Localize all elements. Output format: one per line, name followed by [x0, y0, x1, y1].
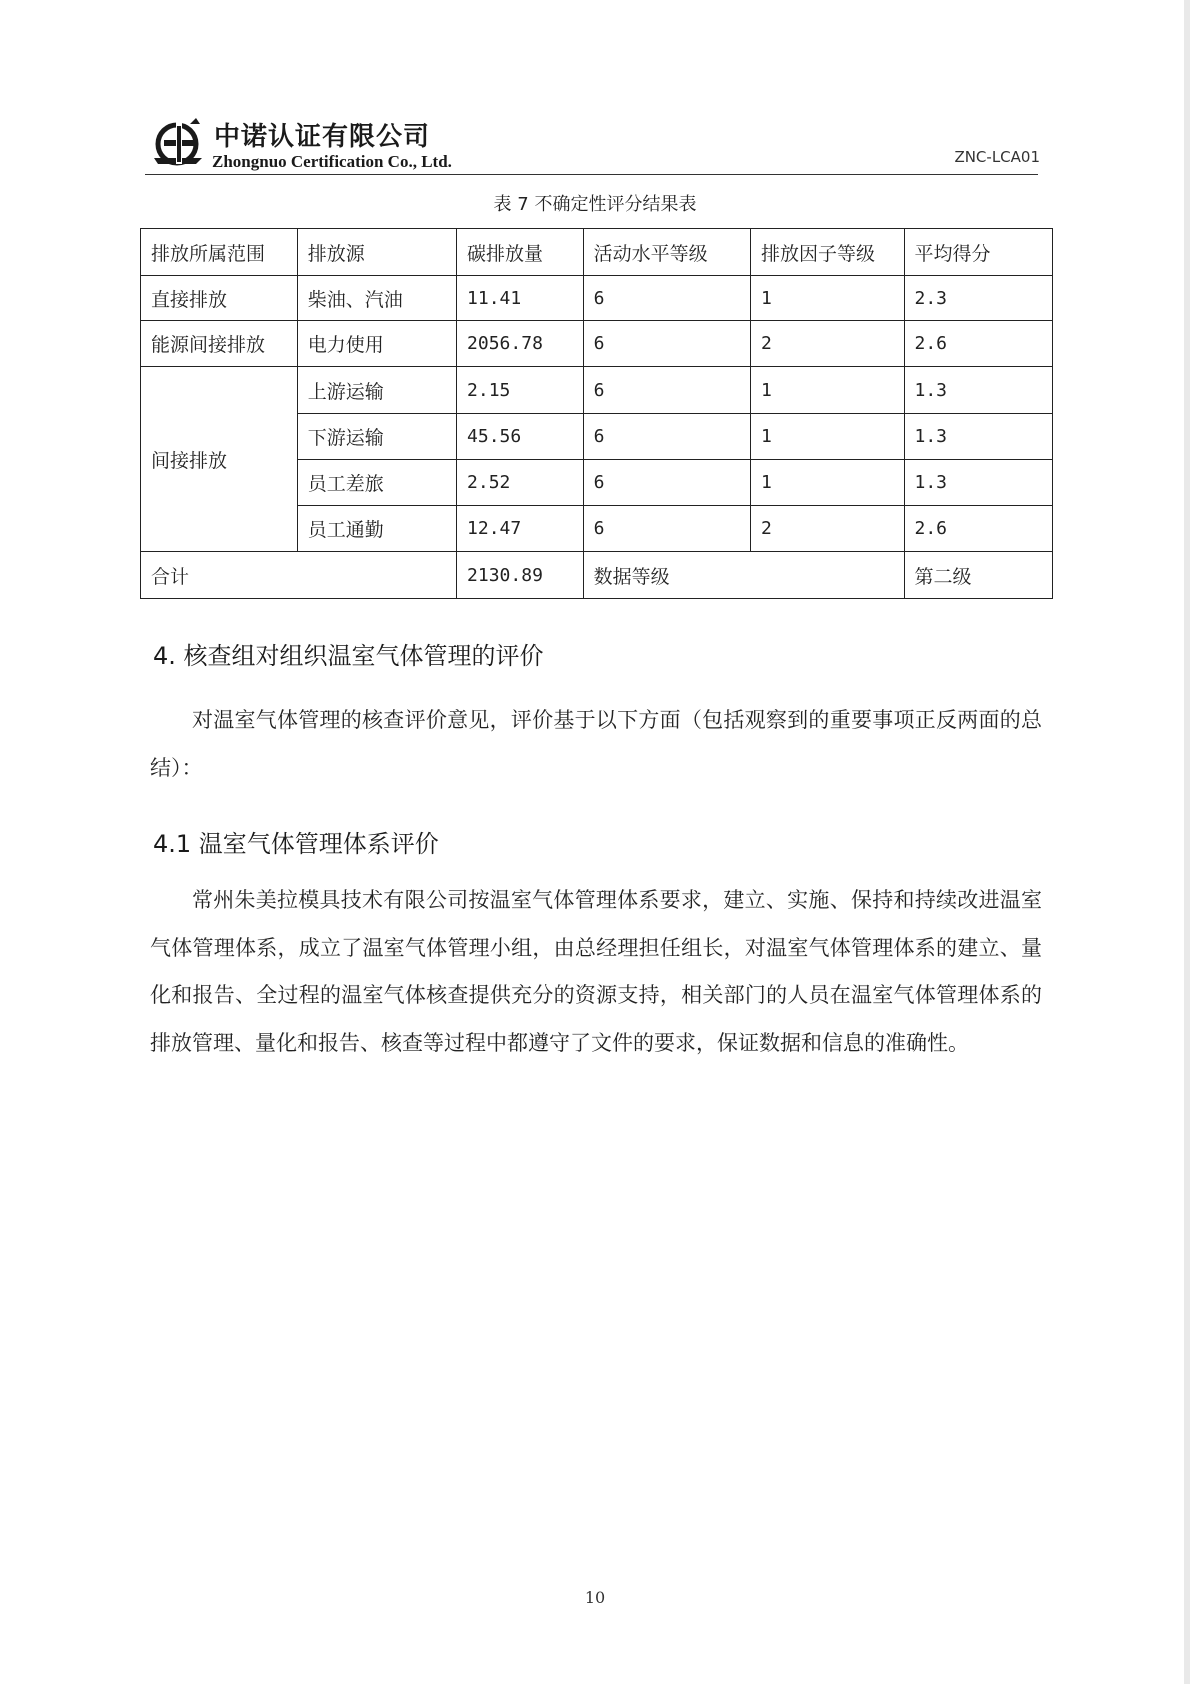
- source-cell: 员工差旅: [297, 460, 456, 506]
- section-4-heading: 4. 核查组对组织温室气体管理的评价: [153, 642, 544, 670]
- scope-cell: 直接排放: [141, 276, 298, 321]
- average-score-cell: 1.3: [904, 367, 1053, 414]
- source-cell: 上游运输: [297, 367, 456, 414]
- average-score-cell: 2.6: [904, 321, 1053, 367]
- section-4-1-body: 常州朱美拉模具技术有限公司按温室气体管理体系要求，建立、实施、保持和持续改进温室气体管理体系，成立了温室气体管理小组，由总经理担任组长，对温室气体管理体系的建立、量化和报告、全过程的温室气体核查提供充分的资源支持，相关部门的人员在温室气体管理体系的排放管理、量化和报告、核查等过程中都遵守了文件的要求，保证数据和信息的准确性。: [150, 888, 1042, 1055]
- column-header: 碳排放量: [457, 229, 584, 276]
- data-grade-value: 第二级: [904, 552, 1053, 599]
- emission-cell: 45.56: [457, 414, 584, 460]
- average-score-cell: 1.3: [904, 414, 1053, 460]
- activity-level-cell: 6: [583, 414, 750, 460]
- factor-level-cell: 1: [751, 276, 904, 321]
- factor-level-cell: 1: [751, 414, 904, 460]
- scope-cell: 能源间接排放: [141, 321, 298, 367]
- total-emission: 2130.89: [457, 552, 584, 599]
- column-header: 排放因子等级: [751, 229, 904, 276]
- source-cell: 员工通勤: [297, 506, 456, 552]
- company-name-cn: 中诺认证有限公司: [214, 122, 431, 152]
- column-header: 排放所属范围: [141, 229, 298, 276]
- source-cell: 柴油、汽油: [297, 276, 456, 321]
- table-row: [141, 321, 1053, 367]
- section-4-1-heading: 4.1 温室气体管理体系评价: [153, 830, 439, 858]
- scope-cell: 间接排放: [141, 367, 298, 552]
- header-divider: [145, 174, 1038, 175]
- activity-level-cell: 6: [583, 506, 750, 552]
- emission-cell: 11.41: [457, 276, 584, 321]
- table-total-row: [141, 552, 1053, 599]
- company-name-en: Zhongnuo Certification Co., Ltd.: [212, 152, 452, 171]
- activity-level-cell: 6: [583, 276, 750, 321]
- activity-level-cell: 6: [583, 367, 750, 414]
- page-header: [150, 108, 1040, 176]
- table-caption: 表 7 不确定性评分结果表: [493, 194, 697, 215]
- source-cell: 下游运输: [297, 414, 456, 460]
- document-code: ZNC-LCA01: [954, 148, 1040, 166]
- average-score-cell: 2.3: [904, 276, 1053, 321]
- column-header: 活动水平等级: [583, 229, 750, 276]
- factor-level-cell: 1: [751, 367, 904, 414]
- emission-cell: 2056.78: [457, 321, 584, 367]
- column-header: 排放源: [297, 229, 456, 276]
- emission-cell: 2.15: [457, 367, 584, 414]
- column-header: 平均得分: [904, 229, 1053, 276]
- section-4-intro: 对温室气体管理的核查评价意见，评价基于以下方面（包括观察到的重要事项正反两面的总结）：: [150, 708, 1042, 780]
- factor-level-cell: 2: [751, 321, 904, 367]
- average-score-cell: 1.3: [904, 460, 1053, 506]
- table-row: [141, 276, 1053, 321]
- average-score-cell: 2.6: [904, 506, 1053, 552]
- total-label: 合计: [141, 552, 457, 599]
- company-logo-icon: [150, 114, 208, 170]
- page-number: 10: [584, 1588, 606, 1607]
- activity-level-cell: 6: [583, 460, 750, 506]
- activity-level-cell: 6: [583, 321, 750, 367]
- uncertainty-score-table: [140, 228, 1053, 599]
- source-cell: 电力使用: [297, 321, 456, 367]
- table-header-row: [141, 229, 1053, 276]
- table-row: [141, 367, 1053, 414]
- data-grade-label: 数据等级: [583, 552, 904, 599]
- factor-level-cell: 2: [751, 506, 904, 552]
- factor-level-cell: 1: [751, 460, 904, 506]
- emission-cell: 12.47: [457, 506, 584, 552]
- scan-edge: [1184, 0, 1190, 1684]
- emission-cell: 2.52: [457, 460, 584, 506]
